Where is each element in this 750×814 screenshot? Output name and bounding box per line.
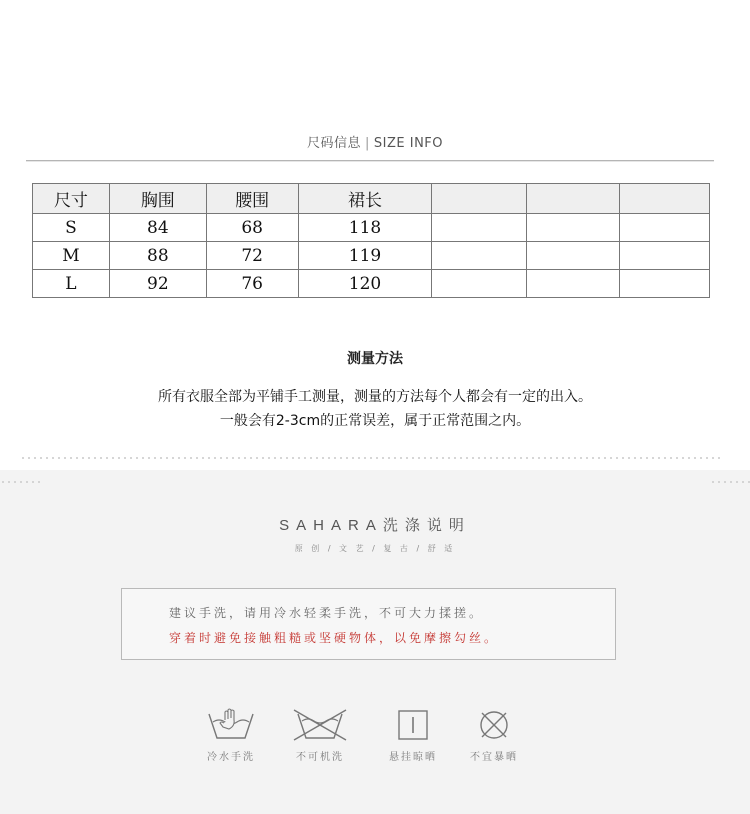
table-cell: 84 — [109, 214, 206, 242]
table-cell — [620, 270, 710, 298]
no-machine-wash-icon — [292, 708, 348, 742]
washing-tags: 原 创 / 文 艺 / 复 古 / 舒 适 — [294, 544, 456, 553]
table-row — [33, 214, 710, 242]
size-info-title-en: SIZE INFO — [373, 136, 443, 151]
care-item-hand-wash — [191, 708, 271, 763]
table-cell: 120 — [298, 270, 432, 298]
dotted-divider — [710, 481, 750, 483]
care-label: 悬挂晾晒 — [389, 752, 437, 763]
table-cell — [620, 214, 710, 242]
table-cell: 118 — [298, 214, 432, 242]
hand-wash-icon — [205, 708, 257, 742]
care-warning-text: 穿着时避免接触粗糙或坚硬物体，以免摩擦勾丝。 — [169, 631, 500, 645]
header-divider-shadow — [26, 161, 714, 162]
table-row — [33, 270, 710, 298]
measurement-text-line: 一般会有2-3cm的正常误差，属于正常范围之内。 — [219, 413, 531, 429]
table-cell: 119 — [298, 242, 432, 270]
size-info-separator: | — [365, 136, 370, 151]
table-cell — [432, 242, 527, 270]
table-cell: 92 — [109, 270, 206, 298]
care-label: 不宜暴晒 — [470, 752, 518, 763]
care-notice-text: 建议手洗，请用冷水轻柔手洗，不可大力揉搓。 — [169, 606, 485, 620]
washing-title: SAHARA洗涤说明 — [279, 517, 471, 534]
hang-dry-icon — [396, 708, 430, 742]
table-cell: 76 — [206, 270, 298, 298]
care-item-no-tumble-dry — [454, 708, 534, 763]
care-item-no-machine-wash — [280, 708, 360, 763]
no-tumble-dry-icon — [477, 708, 511, 742]
table-cell: 68 — [206, 214, 298, 242]
table-header-cell — [432, 184, 527, 214]
care-notice-box — [121, 588, 616, 660]
table-header-cell: 腰围 — [206, 184, 298, 214]
washing-section — [0, 470, 750, 814]
table-header-cell: 尺寸 — [33, 184, 110, 214]
table-cell — [432, 270, 527, 298]
table-cell: M — [33, 242, 110, 270]
measurement-title: 测量方法 — [347, 351, 403, 367]
size-table-header-row — [33, 184, 710, 214]
table-header-cell: 胸围 — [109, 184, 206, 214]
table-row — [33, 242, 710, 270]
care-item-hang-dry — [373, 708, 453, 763]
size-table — [32, 183, 710, 298]
table-cell: 88 — [109, 242, 206, 270]
table-cell: L — [33, 270, 110, 298]
size-info-header — [0, 132, 750, 151]
care-label: 冷水手洗 — [207, 752, 255, 763]
dotted-divider — [20, 457, 720, 459]
table-cell — [620, 242, 710, 270]
table-cell — [432, 214, 527, 242]
table-header-cell — [527, 184, 620, 214]
measurement-text-line: 所有衣服全部为平铺手工测量，测量的方法每个人都会有一定的出入。 — [158, 389, 592, 405]
table-header-cell: 裙长 — [298, 184, 432, 214]
size-info-title-cn: 尺码信息 — [306, 136, 361, 151]
table-cell: 72 — [206, 242, 298, 270]
table-cell — [527, 270, 620, 298]
table-cell — [527, 214, 620, 242]
table-cell — [527, 242, 620, 270]
table-header-cell — [620, 184, 710, 214]
table-cell: S — [33, 214, 110, 242]
dotted-divider — [0, 481, 40, 483]
care-label: 不可机洗 — [296, 752, 344, 763]
